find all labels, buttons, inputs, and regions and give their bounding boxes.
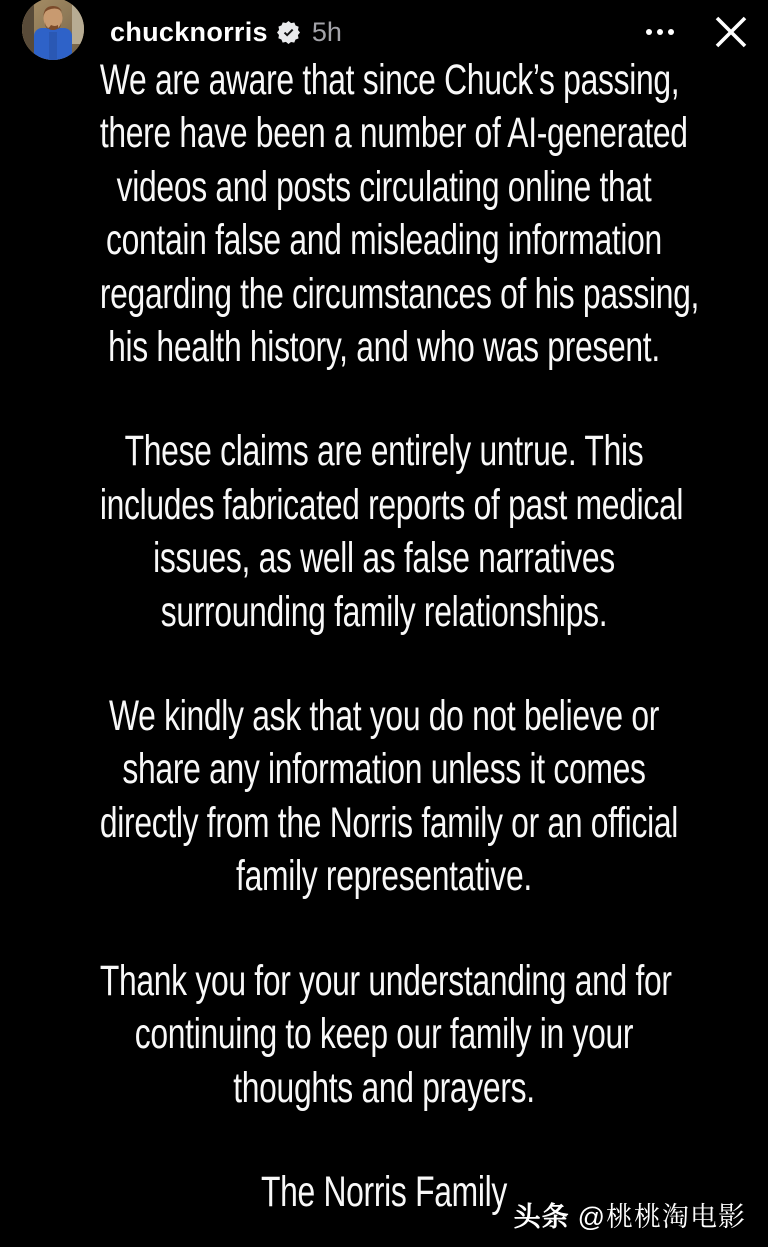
story-header <box>0 0 768 64</box>
statement-line: surrounding family relationships. <box>160 587 608 636</box>
more-options-button[interactable] <box>638 10 682 54</box>
statement-paragraph-1 <box>0 54 768 374</box>
statement-paragraph-3 <box>0 690 768 904</box>
statement-paragraph-4 <box>0 955 768 1115</box>
watermark-handle: @桃桃淘电影 <box>577 1202 746 1232</box>
statement-line: there have been a number of AI-generated <box>99 109 688 158</box>
avatar-photo <box>22 0 84 60</box>
username[interactable]: chucknorris <box>110 17 268 47</box>
avatar[interactable] <box>22 0 84 60</box>
watermark <box>514 1195 746 1234</box>
statement-line: contain false and misleading information <box>106 216 662 265</box>
statement-line: videos and posts circulating online that <box>116 162 652 211</box>
statement-line: continuing to keep our family in your <box>134 1010 634 1059</box>
timestamp: 5h <box>311 16 342 47</box>
more-options-icon <box>646 29 652 35</box>
statement-line: regarding the circumstances of his passing, <box>99 269 700 318</box>
statement-line: These claims are entirely untrue. This <box>124 427 644 476</box>
close-button[interactable] <box>708 9 754 55</box>
statement-line: his health history, and who was present. <box>108 323 660 372</box>
watermark-source: 头条 <box>513 1202 570 1232</box>
signature-line: The Norris Family <box>260 1167 508 1216</box>
statement-line: directly from the Norris family or an official <box>99 798 679 847</box>
close-icon <box>709 10 753 54</box>
statement-paragraph-2 <box>0 425 768 639</box>
statement-line: share any information unless it comes <box>122 745 646 794</box>
statement-line: issues, as well as false narratives <box>153 534 615 583</box>
statement-line: We are aware that since Chuck’s passing, <box>99 56 680 104</box>
statement-line: Thank you for your understanding and for <box>99 956 672 1005</box>
verified-badge-icon <box>277 21 300 44</box>
statement-line: We kindly ask that you do not believe or <box>108 692 660 741</box>
statement-line: family representative. <box>236 852 532 901</box>
statement-line: includes fabricated reports of past medical <box>99 480 684 529</box>
statement-line: thoughts and prayers. <box>233 1063 535 1112</box>
